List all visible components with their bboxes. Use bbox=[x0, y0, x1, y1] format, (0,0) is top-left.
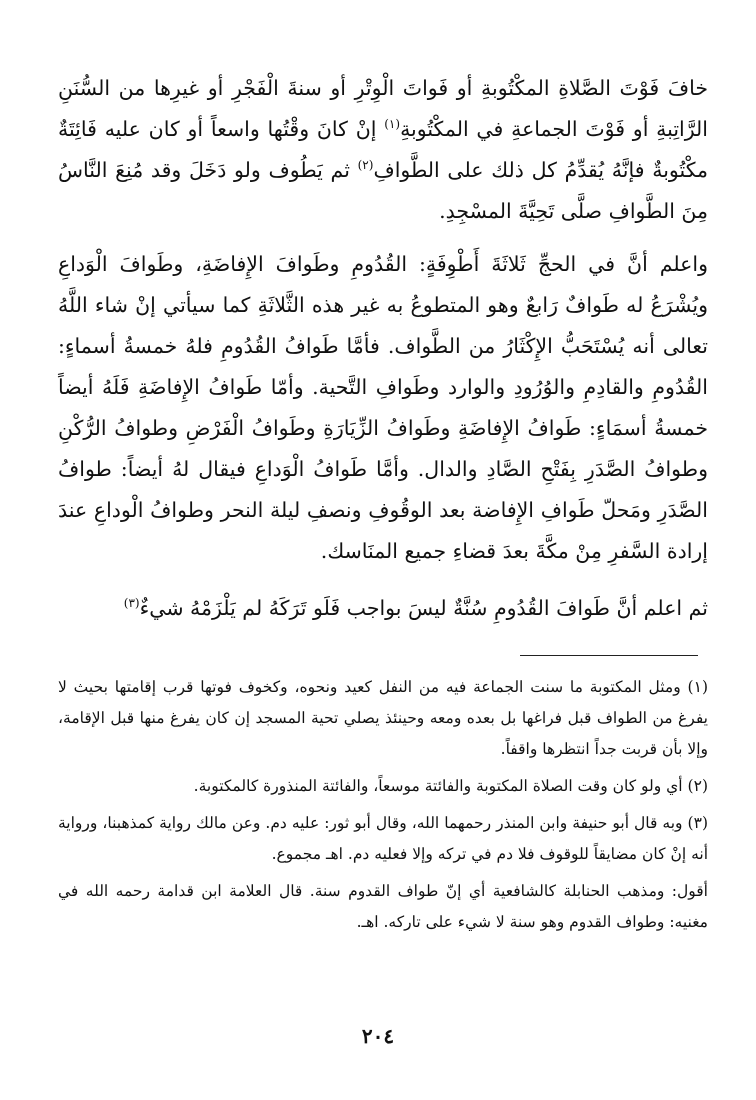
page-number: ٢٠٤ bbox=[361, 1024, 395, 1048]
footnote-ref-1: (١) bbox=[384, 117, 401, 132]
footnote-1 bbox=[58, 672, 708, 765]
footnote-text: ومثل المكتوبة ما سنت الجماعة فيه من النفل كعيد ونحوه، وكخوف فوتها قرب إقامتها بحيث لا يفرغ من الطواف قبل فراغها بل بعده ومعه وحينئذ يصلي تحية المسجد إن كان يفرغ منها قبل الإقامة، وإلا بأن قربت جداً انتظرها واقفاً. bbox=[58, 678, 708, 758]
paragraph-2-text: واعلم أنَّ في الحجِّ ثَلاثَةَ أَطْوِفَةٍ: القُدُومِ وطَوافَ الإِفاضَةِ، وطَوافَ الْوَداعِ ويُشْرَعُ له طَوافٌ رَابعٌ وهو المتطوعُ به غير هذه الثَّلاثَةِ كما سيأتي إنْ شاء اللَّهُ تعالى أنه يُسْتَحَبُّ الإِكْثَارُ من الطَّواف. فأمَّا طَوافُ القُدُومِ فلهُ خمسةُ أسماءٍ: القُدُومِ والقادِمِ والوُرُودِ والوارد وطَوافِ التَّحية. وأمّا طَوافُ الإِفاضَةِ فَلَهُ أيضاً خمسةُ أسمَاءٍ: طَوافُ الإِفاضَةِ وطَوافُ الزِّيَارَةِ وطَوافُ الْفَرْضِ وطوافُ الرُّكْنِ وطوافُ الصَّدَرِ بِفَتْحِ الصَّادِ والدال. وأمَّا طَوافُ الْوَداعِ فيقال لهُ أيضاً: طوافُ الصَّدَرِ ومَحلّ طَوافِ الإِفاضة بعد الوقُوفِ ونصفِ ليلة النحر وطوافُ الْوداعِ عندَ إرادة السَّفرِ مِنْ مكَّةَ بعدَ قضاءِ جميع المنَاسك. bbox=[58, 252, 708, 563]
paragraph-3-text: ثم اعلم أنَّ طَوافَ القُدُومِ سُنَّةٌ ليسَ بواجب فَلَو تَرَكَهُ لم يَلْزَمْهُ شيءٌ bbox=[139, 596, 708, 620]
footnote-marker: (١) bbox=[687, 678, 708, 696]
footnotes bbox=[58, 672, 708, 944]
footnote-3 bbox=[58, 808, 708, 870]
footnote-text: أقول: ومذهب الحنابلة كالشافعية أي إنّ طواف القدوم سنة. قال العلامة ابن قدامة رحمه الله في مغنيه: وطواف القدوم وهو سنة لا شيء على تاركه. اهـ. bbox=[58, 882, 708, 931]
paragraph-1-text-2: إنْ كانَ وقْتُها واسعاً أو كان عليه فَائِتَةٌ مكْتُوبةٌ فإنَّهُ يُقدِّمُ كل ذلك على الطَّوافِ bbox=[58, 117, 709, 182]
footnote-4 bbox=[58, 876, 708, 938]
paragraph-3 bbox=[58, 588, 708, 629]
footnote-separator bbox=[520, 655, 698, 656]
footnote-text: أي ولو كان وقت الصلاة المكتوبة والفائتة موسعاً، والفائتة المنذورة كالمكتوبة. bbox=[193, 777, 683, 795]
footnote-ref-2: (٢) bbox=[357, 158, 374, 173]
paragraph-1 bbox=[58, 68, 708, 232]
footnote-marker: (٢) bbox=[687, 777, 708, 795]
footnote-2 bbox=[58, 771, 708, 802]
footnote-marker: (٣) bbox=[687, 814, 708, 832]
paragraph-1-text: خافَ فَوْتَ الصَّلاةِ المكْتُوبةِ أو فَواتَ الْوِتْرِ أو سنةَ الْفَجْرِ أو غيرِها من السُّنَنِ الرَّاتِبةِ أو فَوْتَ الجماعةِ في المكْتُوبةِ bbox=[58, 76, 708, 141]
paragraph-2 bbox=[58, 244, 708, 572]
footnote-text: وبه قال أبو حنيفة وابن المنذر رحمهما الله، وقال أبو ثور: عليه دم. وعن مالك رواية كمذهبنا، ورواية أنه إنْ كان مضايقاً للوقوف فلا دم في تركه وإلا فعليه دم. اهـ مجموع. bbox=[58, 814, 708, 863]
footnote-ref-3: (٣) bbox=[123, 596, 140, 611]
paragraph-1-text-3: ثم يَطُوف ولو دَخَلَ وقد مُنِعَ النَّاسُ مِنَ الطَّوافِ صلَّى تَحِيَّةَ المسْجِدِ. bbox=[58, 158, 708, 223]
main-text bbox=[58, 68, 708, 645]
